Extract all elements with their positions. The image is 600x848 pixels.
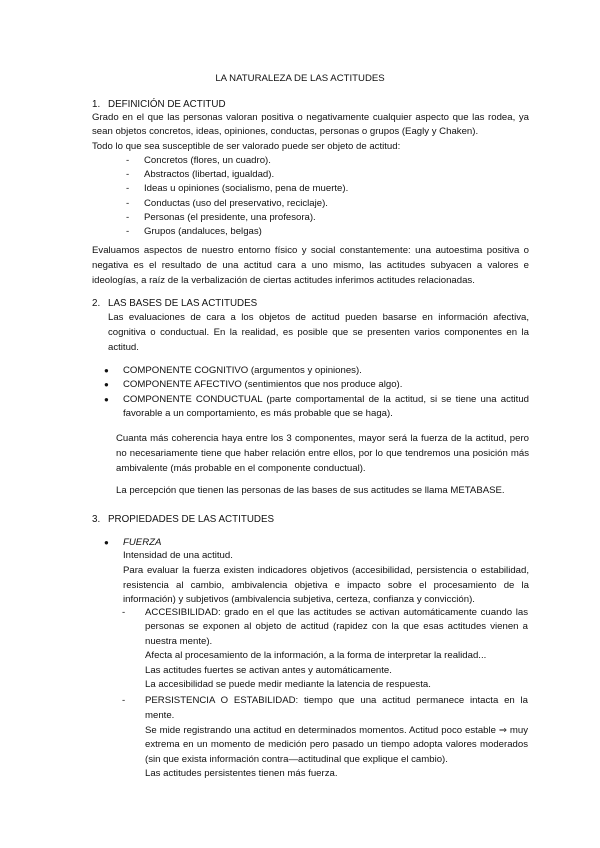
bases-intro-paragraph: Las evaluaciones de cara a los objetos de actitud pueden basarse en información afectiva, cognitiva o conductual. En la realidad, es posible que se presenten varios componentes en la actitud. xyxy=(108,312,529,354)
list-item: - PERSISTENCIA O ESTABILIDAD: tiempo que una actitud permanece intacta en la mente. Se mide registrando una actitud en determinados momentos. Actitud poco estable ⇒ muy extrema en un momento de medición pero pasado un tiempo adopta valores moderados (sin que exista información contra—actitudinal que explique el cambio). Las actitudes persistentes tienen más fuerza. xyxy=(122,694,528,782)
section-title: DEFINICIÓN DE ACTITUD xyxy=(108,99,226,110)
list-item: - Personas (el presidente, una profesora). xyxy=(126,211,316,223)
list-item: - Conductas (uso del preservativo, reciclaje). xyxy=(126,197,328,209)
objects-lead-text: Todo lo que sea susceptible de ser valorado puede ser objeto de actitud: xyxy=(92,141,401,152)
object-types-list xyxy=(126,154,348,239)
fuerza-paragraph: Para evaluar la fuerza existen indicadores objetivos (accesibilidad, persistencia o estabilidad, resistencia al cambio, ambivalencia objetiva e impacto sobre el procesamiento de la información) y subjetivos (ambivalencia subjetiva, certeza, confianza y convicción). xyxy=(123,565,529,606)
section-number: 3. xyxy=(92,514,101,525)
list-item: - Concretos (flores, un cuadro). xyxy=(126,155,271,166)
section-3-heading xyxy=(92,513,274,527)
section-number: 2. xyxy=(92,298,101,309)
persistencia-text: PERSISTENCIA O ESTABILIDAD: tiempo que una actitud permanece intacta en la mente. xyxy=(145,695,528,722)
list-item: - ACCESIBILIDAD: grado en el que las actitudes se activan automáticamente cuando las personas se exponen al objeto de actitud (rapidez con la que esas actitudes vienen a nuestra mente). Afecta al procesamiento de la información, a la forma de interpretar la realidad... Las actitudes fuertes se activan antes y automáticamente. La accesibilidad se puede medir mediante la latencia de respuesta. xyxy=(122,606,528,692)
evaluation-paragraph: Evaluamos aspectos de nuestro entorno físico y social constantemente: una autoestima positiva o negativa es el resultado de una actitud cara a uno mismo, las actitudes subyacen a valores e ideologías, a raíz de la verbalización de ciertas actitudes inferimos actitudes relacionadas. xyxy=(92,245,529,287)
metabase-paragraph: La percepción que tienen las personas de las bases de sus actitudes se llama METABASE. xyxy=(116,485,505,496)
fuerza-definition: Intensidad de una actitud. xyxy=(123,550,233,561)
list-item: ● COMPONENTE CONDUCTUAL (parte comportamental de la actitud, si se tiene una actitud favorable a un comportamiento, es más probable que se haga). xyxy=(104,393,529,420)
coherence-paragraph: Cuanta más coherencia haya entre los 3 componentes, mayor será la fuerza de la actitud, pero no necesariamente tiene que haber relación entre ellos, por lo que tendremos una posición más ambivalente (más probable en el componente conductual). xyxy=(116,433,529,475)
list-item: ● FUERZA xyxy=(104,536,529,550)
accesibilidad-line: La accesibilidad se puede medir mediante la latencia de respuesta. xyxy=(145,679,431,691)
section-number: 1. xyxy=(92,99,101,110)
list-item: - Grupos (andaluces, belgas) xyxy=(126,225,262,237)
strength-indicators-list xyxy=(122,606,528,782)
list-item: - Abstractos (libertad, igualdad). xyxy=(126,169,275,181)
persistencia-detail: Se mide registrando una actitud en determinados momentos. Actitud poco estable ⇒ muy extrema en un momento de medición pero pasado un tiempo adopta valores moderados (sin que exista información contra—actitudinal que explique el cambio). xyxy=(145,724,528,765)
section-title: PROPIEDADES DE LAS ACTITUDES xyxy=(108,514,275,525)
accesibilidad-text: ACCESIBILIDAD: grado en el que las actitudes se activan automáticamente cuando las personas se exponen al objeto de actitud (rapidez con la que esas actitudes vienen a nuestra mente). xyxy=(145,607,528,647)
accesibilidad-line: Las actitudes fuertes se activan antes y automáticamente. xyxy=(145,664,392,676)
components-list xyxy=(104,364,529,422)
fuerza-label: FUERZA xyxy=(123,537,162,548)
section-title: LAS BASES DE LAS ACTITUDES xyxy=(108,298,258,309)
page-title: LA NATURALEZA DE LAS ACTITUDES xyxy=(215,73,385,84)
definition-paragraph: Grado en el que las personas valoran positiva o negativamente cualquier aspecto que las rodea, ya sean objetos concretos, ideas, opiniones, conductas, personas o grupos (Eagly y Chaken). xyxy=(92,112,529,138)
persistencia-conclusion: Las actitudes persistentes tienen más fuerza. xyxy=(145,768,338,780)
accesibilidad-line: Afecta al procesamiento de la información, a la forma de interpretar la realidad... xyxy=(145,650,487,662)
list-item: ● COMPONENTE AFECTIVO (sentimientos que nos produce algo). xyxy=(104,379,403,391)
list-item: - Ideas u opiniones (socialismo, pena de muerte). xyxy=(126,183,349,195)
list-item: ● COMPONENTE COGNITIVO (argumentos y opiniones). xyxy=(104,365,362,376)
